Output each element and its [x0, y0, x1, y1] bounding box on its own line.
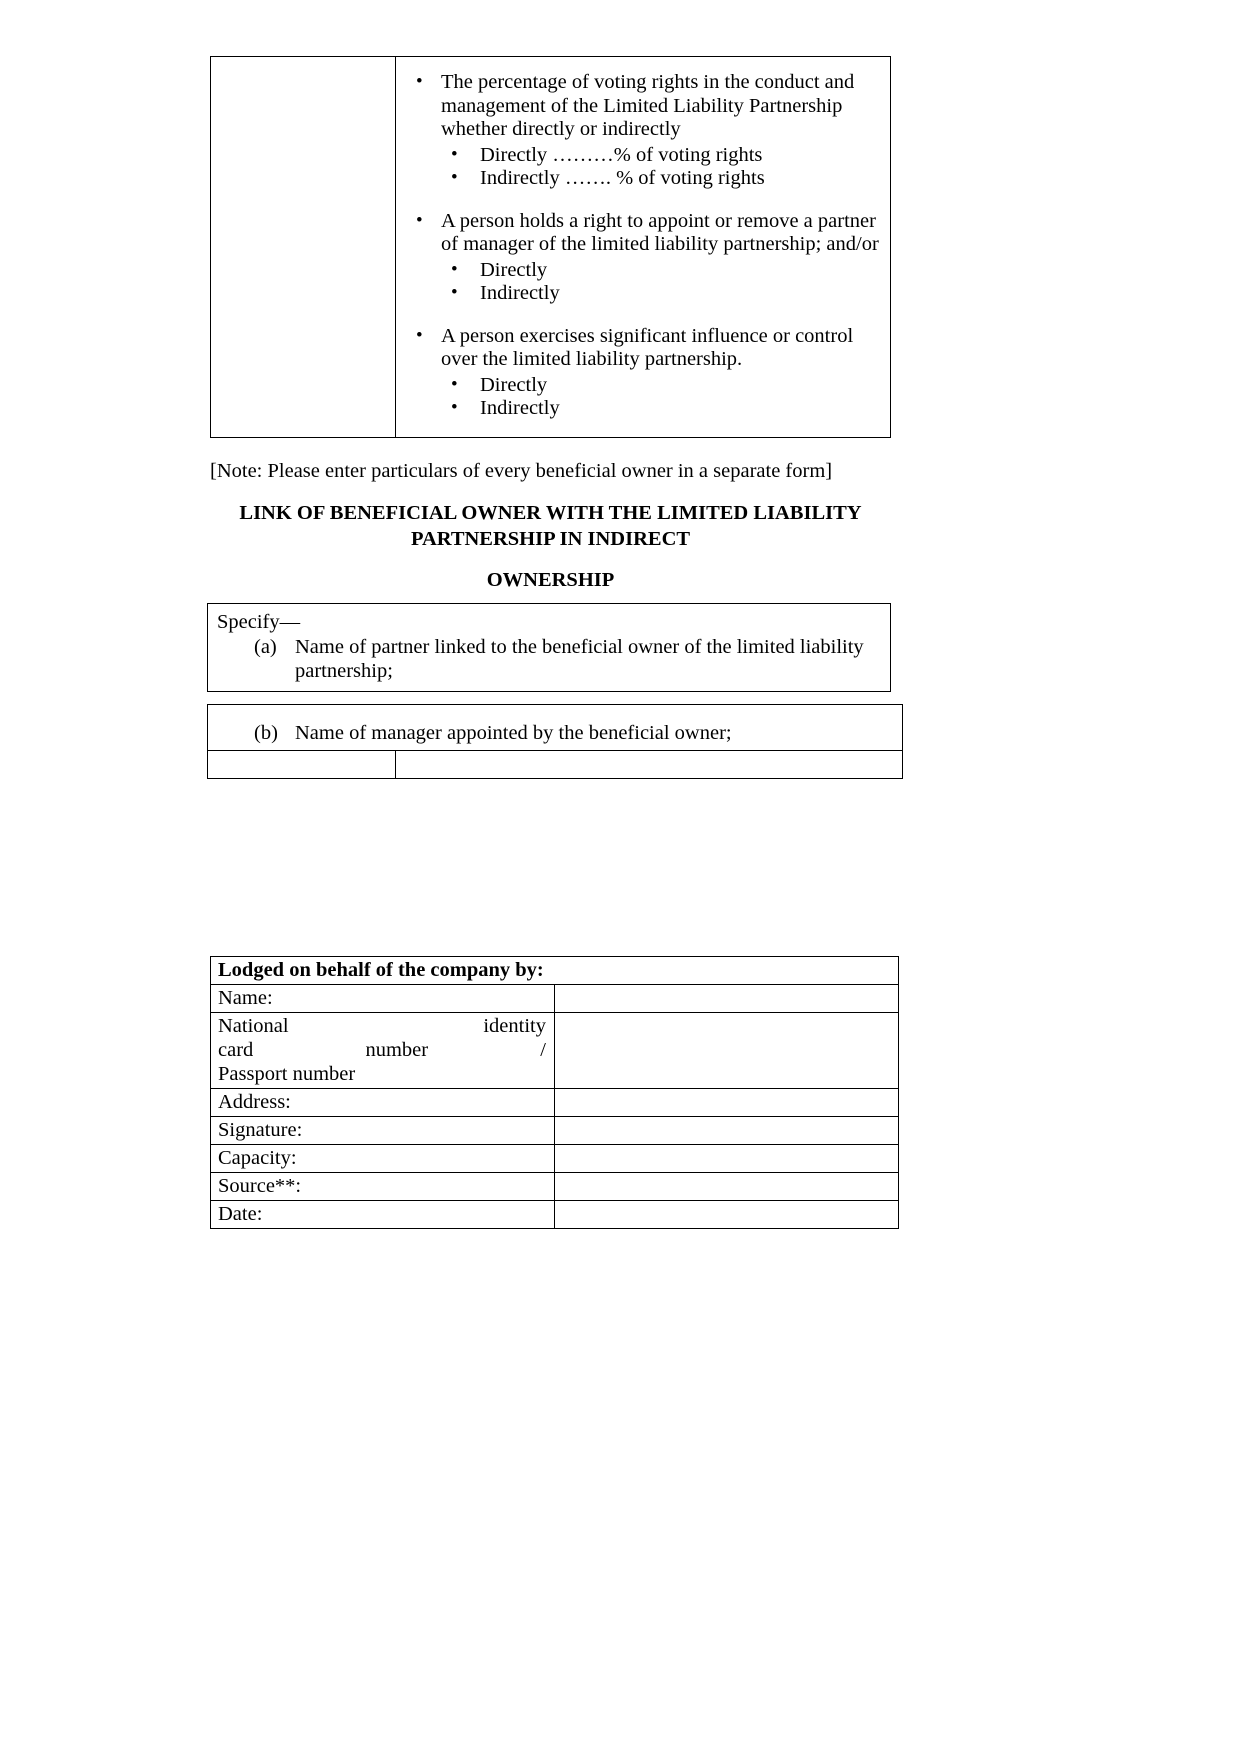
section-heading-line-2: PARTNERSHIP IN INDIRECT — [410, 528, 691, 550]
lodged-label-id-line-1: National identity — [218, 1015, 546, 1037]
specify-item-b-text: Name of manager appointed by the beneficial owner; — [295, 722, 732, 744]
lodged-label-capacity: Capacity: — [211, 1145, 555, 1173]
criteria-bullet-text: • A person holds a right to appoint or remove a partner of manager of the limited liability partnership; and/or — [402, 210, 882, 257]
lodged-label-id-line-2: card number / — [218, 1039, 546, 1061]
criteria-bullet-text: • A person exercises significant influence or control over the limited liability partnership. — [402, 325, 882, 372]
lodged-label-id-line-3: Passport number — [218, 1063, 356, 1085]
section-heading — [210, 500, 891, 552]
table-row — [211, 957, 899, 985]
lodged-value-signature[interactable] — [555, 1117, 899, 1145]
note-text: [Note: Please enter particulars of every beneficial owner in a separate form] — [210, 460, 833, 482]
manager-entry-left-cell[interactable] — [208, 751, 396, 778]
criteria-sub-item: • Indirectly — [402, 397, 882, 421]
specify-lead-text: Specify— — [217, 611, 301, 633]
specify-box — [207, 603, 891, 692]
table-row — [211, 1145, 899, 1173]
criteria-sub-item: • Indirectly — [402, 282, 882, 306]
beneficial-owner-criteria-table — [210, 56, 891, 438]
specify-item-a-marker: (a) — [254, 636, 277, 658]
lodged-value-name[interactable] — [555, 985, 899, 1013]
criteria-sub-item: • Directly — [402, 374, 882, 398]
table-row — [211, 985, 899, 1013]
criteria-table-left-cell — [211, 57, 396, 437]
specify-item-a — [217, 635, 882, 683]
criteria-table-right-cell — [396, 57, 890, 437]
lodged-value-date[interactable] — [555, 1201, 899, 1229]
lodged-table-header: Lodged on behalf of the company by: — [211, 957, 899, 985]
specify-item-b — [217, 721, 894, 745]
specify-item-b-marker: (b) — [254, 722, 278, 744]
lodged-label-id-number — [211, 1013, 555, 1089]
criteria-sub-list — [402, 144, 882, 191]
lodged-value-id-number[interactable] — [555, 1013, 899, 1089]
criteria-bullet-list — [402, 71, 882, 421]
table-row — [211, 1201, 899, 1229]
criteria-sub-list — [402, 259, 882, 306]
table-row — [211, 1089, 899, 1117]
table-row — [211, 1117, 899, 1145]
lodged-value-capacity[interactable] — [555, 1145, 899, 1173]
table-row — [211, 1013, 899, 1089]
criteria-sub-list — [402, 374, 882, 421]
manager-name-box — [207, 704, 903, 751]
section-heading-line-3: OWNERSHIP — [486, 569, 615, 591]
lodged-on-behalf-table — [210, 956, 899, 1229]
criteria-sub-item: • Directly — [402, 259, 882, 283]
criteria-group — [402, 325, 882, 421]
manager-entry-right-cell[interactable] — [396, 751, 902, 778]
criteria-sub-item: • Directly ………% of voting rights — [402, 144, 882, 168]
lodged-label-address: Address: — [211, 1089, 555, 1117]
specify-item-a-text: Name of partner linked to the beneficial owner of the limited liability partnership; — [295, 636, 864, 682]
lodged-label-date: Date: — [211, 1201, 555, 1229]
lodged-label-name: Name: — [211, 985, 555, 1013]
criteria-group — [402, 71, 882, 191]
manager-name-entry-row — [207, 751, 903, 779]
lodged-value-address[interactable] — [555, 1089, 899, 1117]
lodged-value-source[interactable] — [555, 1173, 899, 1201]
criteria-group — [402, 210, 882, 306]
section-heading-line-1: LINK OF BENEFICIAL OWNER WITH THE LIMITED LIABILITY — [239, 502, 862, 524]
lodged-label-source: Source**: — [211, 1173, 555, 1201]
table-row — [211, 1173, 899, 1201]
criteria-sub-item: • Indirectly ……. % of voting rights — [402, 167, 882, 191]
lodged-label-signature: Signature: — [211, 1117, 555, 1145]
criteria-bullet-text: • The percentage of voting rights in the conduct and management of the Limited Liability Partnership whether directly or indirectly — [402, 71, 882, 142]
